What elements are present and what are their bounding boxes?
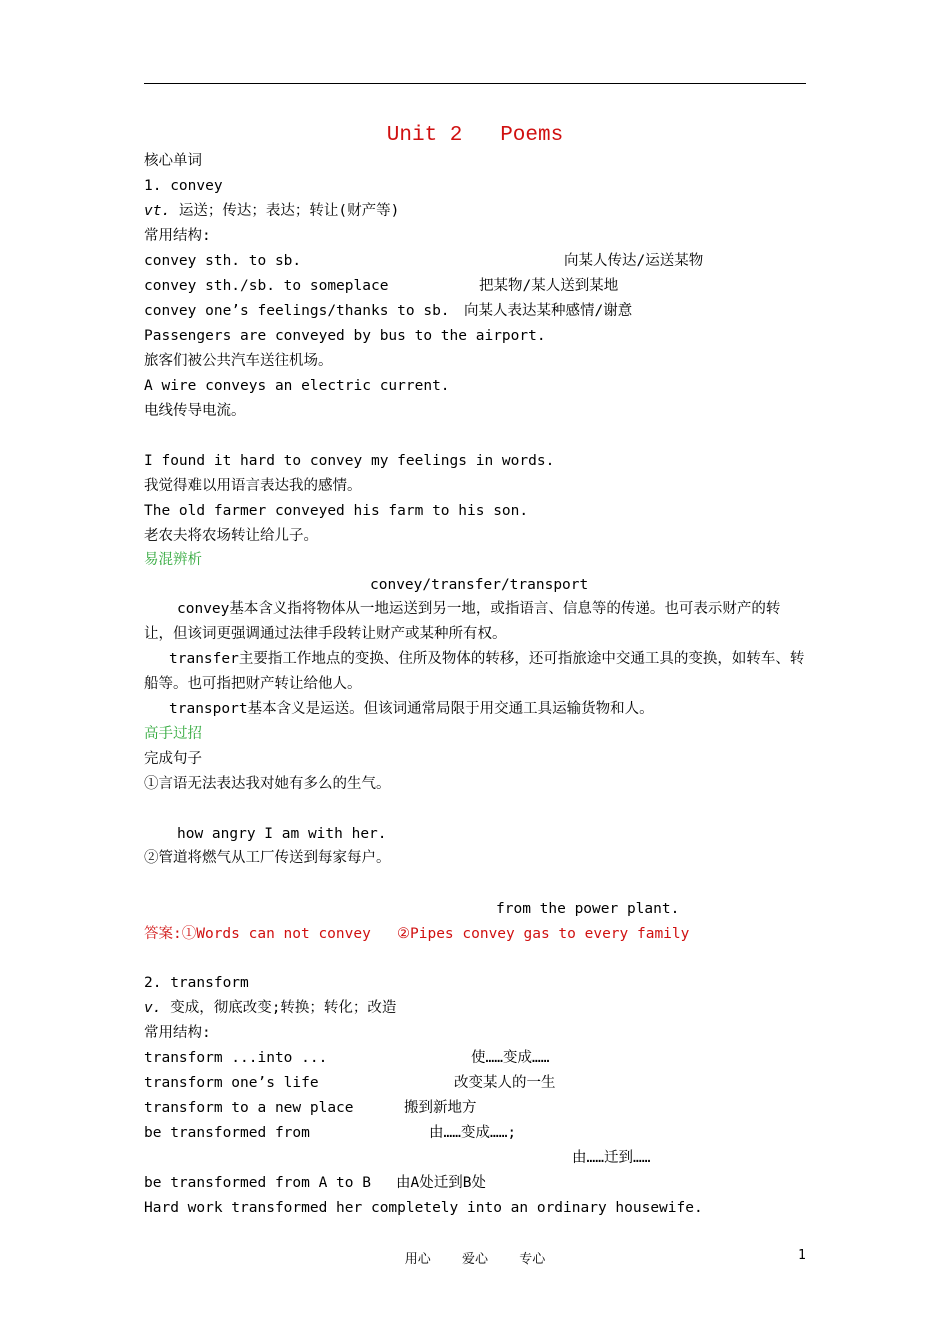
confusion-label: 易混辨析 xyxy=(144,552,202,568)
confusion-paragraph: transport基本含义是运送。但该词通常局限于用交通工具运输货物和人。 xyxy=(169,701,654,717)
confusion-title: convey/transfer/transport xyxy=(370,577,589,593)
structure-row xyxy=(144,249,704,273)
structure-zh: 使……变成…… xyxy=(471,1050,550,1066)
example-zh: 电线传导电流。 xyxy=(144,403,246,419)
word-definition xyxy=(144,199,399,223)
structure-row xyxy=(144,299,633,323)
structure-zh: 搬到新地方 xyxy=(404,1100,477,1116)
example-en: The old farmer conveyed his farm to his son. xyxy=(144,503,529,519)
structure-zh: 由……迁到…… xyxy=(572,1150,651,1166)
structure-label: 常用结构: xyxy=(144,1025,211,1041)
structure-row xyxy=(144,274,619,298)
meaning: 变成，彻底改变;转换；转化；改造 xyxy=(161,1000,397,1016)
word-heading: 1. convey xyxy=(144,178,223,194)
structure-en: convey sth./sb. to someplace xyxy=(144,278,389,294)
example-en: A wire conveys an electric current. xyxy=(144,378,450,394)
confusion-paragraph: convey基本含义指将物体从一地运送到另一地，或指语言、信息等的传递。也可表示财产的转让，但该词更强调通过法律手段转让财产或某种所有权。 xyxy=(144,601,781,642)
question-blank: how angry I am with her. xyxy=(177,826,387,842)
example-zh: 我觉得难以用语言表达我的感情。 xyxy=(144,478,362,494)
example-zh: 老农夫将农场转让给儿子。 xyxy=(144,528,318,544)
example-en: Hard work transformed her completely into an ordinary housewife. xyxy=(144,1200,703,1216)
structure-zh: 由……变成……; xyxy=(429,1125,517,1141)
structure-en: convey one’s feelings/thanks to sb. xyxy=(144,303,450,319)
structure-row xyxy=(144,1121,517,1145)
structure-en: transform one’s life xyxy=(144,1075,319,1091)
structure-zh: 向某人表达某种感情/谢意 xyxy=(464,303,633,319)
structure-en: be transformed from A to B xyxy=(144,1175,371,1191)
structure-zh: 向某人传达/运送某物 xyxy=(564,253,704,269)
meaning: 运送；传达；表达；转让(财产等) xyxy=(170,203,400,219)
word-heading: 2. transform xyxy=(144,975,249,991)
structure-en: convey sth. to sb. xyxy=(144,253,302,269)
question: ①言语无法表达我对她有多么的生气。 xyxy=(144,776,391,792)
example-zh: 旅客们被公共汽车送往机场。 xyxy=(144,353,333,369)
question-blank: from the power plant. xyxy=(496,901,680,917)
structure-en: transform to a new place xyxy=(144,1100,354,1116)
page-title: Unit 2 Poems xyxy=(386,124,564,147)
structure-row xyxy=(144,1046,550,1070)
structure-label: 常用结构: xyxy=(144,228,211,244)
structure-row xyxy=(144,1171,486,1195)
question: ②管道将燃气从工厂传送到每家每户。 xyxy=(144,850,391,866)
structure-zh: 把某物/某人送到某地 xyxy=(479,278,619,294)
structure-zh: 由A处迁到B处 xyxy=(396,1175,486,1191)
answer: 答案:①Words can not convey ②Pipes convey gas to every family xyxy=(144,926,690,942)
part-of-speech: vt. xyxy=(144,203,171,219)
header-rule xyxy=(144,83,806,84)
structure-zh: 改变某人的一生 xyxy=(454,1075,556,1091)
word-definition xyxy=(144,996,396,1020)
confusion-paragraph: transfer主要指工作地点的变换、住所及物体的转移，还可指旅途中交通工具的变换，如转车、转船等。也可指把财产转让给他人。 xyxy=(144,651,805,692)
practice-label: 高手过招 xyxy=(144,726,202,742)
structure-row xyxy=(144,1071,556,1095)
structure-en: be transformed from xyxy=(144,1125,310,1141)
structure-row xyxy=(144,1096,477,1120)
page-number: 1 xyxy=(798,1248,806,1263)
part-of-speech: v. xyxy=(144,1000,162,1016)
example-en: Passengers are conveyed by bus to the airport. xyxy=(144,328,546,344)
complete-label: 完成句子 xyxy=(144,751,202,767)
section-header: 核心单词 xyxy=(144,153,202,169)
example-en: I found it hard to convey my feelings in words. xyxy=(144,453,555,469)
structure-en: transform ...into ... xyxy=(144,1050,328,1066)
page-footer: 用心 爱心 专心 xyxy=(404,1252,546,1267)
